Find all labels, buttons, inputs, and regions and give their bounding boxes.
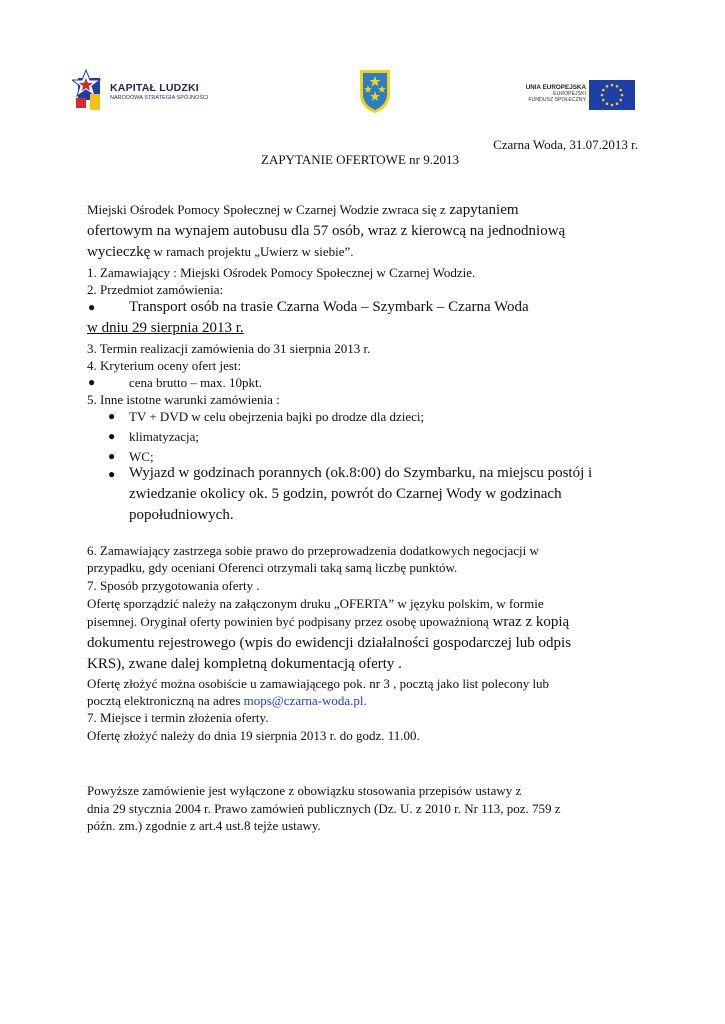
eu-flag-icon <box>589 80 635 110</box>
ue-line-1: UNIA EUROPEJSKA <box>525 84 586 91</box>
condition-trip-line-3: popołudniowych. <box>129 507 234 523</box>
czarna-woda-crest-icon <box>358 68 392 114</box>
point-7-line-2a: pisemnej. Oryginał oferty powinien być podpisany przez osobę upoważnioną <box>87 614 489 629</box>
point-4: 4. Kryterium oceny ofert jest: <box>87 358 242 373</box>
point-5: 5. Inne istotne warunki zamówienia : <box>87 392 280 407</box>
point-3: 3. Termin realizacji zamówienia do 31 sierpnia 2013 r. <box>87 341 371 356</box>
condition-trip-line-1: Wyjazd w godzinach porannych (ok.8:00) do Szymbarku, na miejscu postój i <box>129 465 593 481</box>
point-8-line-1: Ofertę złożyć należy do dnia 19 sierpnia 2013 r. do godz. 11.00. <box>87 728 420 743</box>
point-7-line-6 <box>87 692 367 709</box>
intro-line-1b: zapytaniem <box>445 202 519 218</box>
point-2: 2. Przedmiot zamówienia: <box>87 282 224 297</box>
ue-line-2: EUROPEJSKI <box>553 91 586 97</box>
email-link[interactable]: mops@czarna-woda.pl. <box>243 693 367 708</box>
condition-wc: WC; <box>129 449 154 464</box>
bullet-icon: ● <box>108 409 116 423</box>
point-7-line-5: Ofertę złożyć można osobiście u zamawiającego pok. nr 3 , pocztą jako list polecony lub <box>87 676 550 691</box>
date-line: Czarna Woda, 31.07.2013 r. <box>493 137 638 152</box>
kapital-ludzki-subtitle: NARODOWA STRATEGIA SPÓJNOŚCI <box>110 95 209 101</box>
point-7-line-4: KRS), zwane dalej kompletną dokumentacją oferty . <box>87 656 402 672</box>
intro-line-1a: Miejski Ośrodek Pomocy Społecznej w Czarnej Wodzie zwraca się z <box>87 202 446 217</box>
point-7-line-2b: wraz z kopią <box>488 614 570 630</box>
closing-line-2: dnia 29 stycznia 2004 r. Prawo zamówień publicznych (Dz. U. z 2010 r. Nr 113, poz. 759 z <box>87 801 561 816</box>
document-title: ZAPYTANIE OFERTOWE nr 9.2013 <box>261 152 459 167</box>
point-6-line-2: przypadku, gdy oceniani Oferenci otrzymali taką samą liczbę punktów. <box>87 560 458 575</box>
bullet-icon: ● <box>108 449 116 463</box>
transport-date: w dniu 29 sierpnia 2013 r. <box>87 320 244 336</box>
bullet-icon: ● <box>108 467 116 481</box>
kapital-ludzki-wordmark <box>110 82 209 101</box>
point-1: 1. Zamawiający : Miejski Ośrodek Pomocy Społecznej w Czarnej Wodzie. <box>87 265 476 280</box>
condition-trip-line-2: zwiedzanie okolicy ok. 5 godzin, powrót do Czarnej Wody w godzinach <box>129 486 562 502</box>
bullet-icon: ● <box>108 429 116 443</box>
condition-tv: TV + DVD w celu obejrzenia bajki po drodze dla dzieci; <box>129 409 425 424</box>
transport-route: Transport osób na trasie Czarna Woda – Szymbark – Czarna Woda <box>129 299 529 315</box>
intro-line-1 <box>87 200 519 221</box>
point-6-line-1: 6. Zamawiający zastrzega sobie prawo do przeprowadzenia dodatkowych negocjacji w <box>87 543 539 558</box>
point-7-heading: 7. Sposób przygotowania oferty . <box>87 578 260 593</box>
bullet-icon: ● <box>88 375 96 389</box>
kapital-ludzki-title: KAPITAŁ LUDZKI <box>110 82 199 94</box>
closing-line-1: Powyższe zamówienie jest wyłączone z obowiązku stosowania przepisów ustawy z <box>87 783 522 798</box>
ue-text-block <box>500 84 586 104</box>
closing-line-3: późn. zm.) zgodnie z art.4 ust.8 tejże ustawy. <box>87 818 321 833</box>
point-7-line-6a: pocztą elektroniczną na adres <box>87 693 244 708</box>
point-8-heading: 7. Miejsce i termin złożenia oferty. <box>87 710 269 725</box>
intro-line-3 <box>87 242 354 263</box>
point-7-line-2 <box>87 612 569 633</box>
intro-line-3b: w ramach projektu „Uwierz w siebie”. <box>150 244 354 259</box>
price-criterion: cena brutto – max. 10pkt. <box>129 375 262 390</box>
intro-line-3a: wycieczkę <box>87 244 151 260</box>
bullet-icon: ● <box>88 300 96 314</box>
point-7-line-1: Ofertę sporządzić należy na załączonym druku „OFERTA” w języku polskim, w formie <box>87 596 544 611</box>
point-7-line-3: dokumentu rejestrowego (wpis do ewidencji działalności gospodarczej lub odpis <box>87 635 572 651</box>
condition-ac: klimatyzacja; <box>129 429 200 444</box>
intro-line-2: ofertowym na wynajem autobusu dla 57 osób, wraz z kierowcą na jednodniową <box>87 223 566 239</box>
ue-line-3: FUNDUSZ SPOŁECZNY <box>528 97 586 104</box>
